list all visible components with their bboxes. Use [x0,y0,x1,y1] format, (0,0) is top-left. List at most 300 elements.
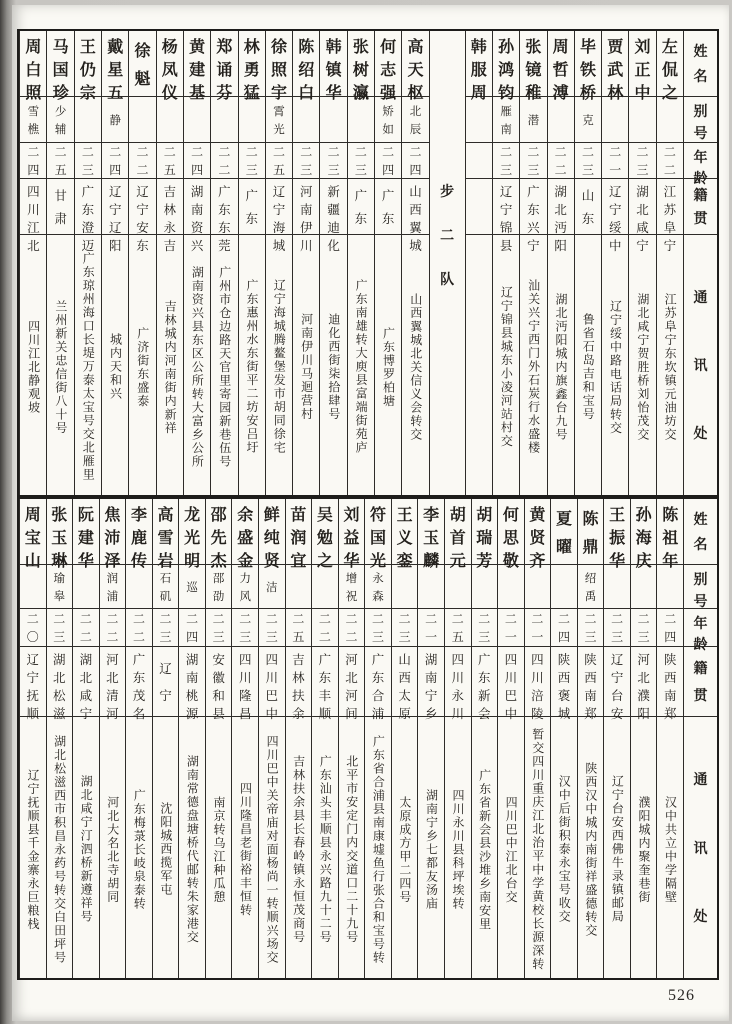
person-column [656,499,683,978]
person-name: 韩 镇 华 [320,31,346,97]
person-alias [629,97,655,143]
header-column [683,31,717,495]
person-alias: 少 辅 [47,97,73,143]
person-age: 二 三 [47,609,73,647]
person-age: 二 二 [657,143,683,179]
person-native-place: 湖 北 咸 宁 [629,179,655,235]
person-address: 辽宁绥中路电话局转交 [608,299,623,435]
person-alias [657,565,683,609]
person-address: 广东南雄转大庾县富端街苑庐 [354,279,369,455]
person-age: 二 二 [211,143,237,179]
person-name: 毕 铁 桥 [575,31,601,97]
header-native-place: 籍 贯 [684,179,717,235]
person-age: 二 三 [604,609,630,647]
person-column [152,499,179,978]
person-age [466,143,492,179]
person-alias [498,565,524,609]
person-address: 湖北咸宁贺胜桥刘怡茂交 [635,292,650,442]
page-number: 526 [668,987,695,1004]
person-column [238,31,265,495]
person-column [72,499,99,978]
person-alias [445,565,471,609]
person-address: 辽宁锦县城东小凌河站村交 [499,286,514,448]
person-native-place: 河 北 河 间 [339,647,365,717]
person-age: 二 五 [445,609,471,647]
person-native-place: 山 西 翼 城 [402,179,428,235]
person-name: 苗 润 宜 [286,499,312,565]
person-address: 湖南宁乡七都友汤庙 [424,788,439,911]
person-native-place: 广 东 茂 名 [126,647,152,717]
person-native-place: 甘 肃 [47,179,73,235]
person-alias: 克 [575,97,601,143]
person-address: 辽宁海城腾鳌堡发市胡同徐宅 [272,279,287,455]
header-alias: 别 号 [684,565,717,609]
person-age: 二 四 [375,143,401,179]
person-native-place: 湖 南 桃 源 [179,647,205,717]
person-column [285,499,312,978]
person-age: 二 一 [525,609,551,647]
person-address: 四川巴中江北台交 [504,795,519,904]
header-alias: 别 号 [684,97,717,143]
person-name: 高 雪 岩 [153,499,179,565]
person-column [231,499,258,978]
person-name: 邵 先 杰 [206,499,232,565]
person-name: 何 志 强 [375,31,401,97]
person-address: 广济街东盛泰 [135,326,150,408]
person-native-place: 广 东 东 莞 [211,179,237,235]
person-column [492,31,519,495]
person-native-place: 湖 南 宁 乡 [418,647,444,717]
person-column [603,499,630,978]
person-alias [239,97,265,143]
person-name: 鲜 纯 贤 [259,499,285,565]
person-native-place: 辽 宁 辽 阳 [102,179,128,235]
person-column [101,31,128,495]
person-alias [129,97,155,143]
person-column [465,31,492,495]
person-name: 左 侃 之 [657,31,683,97]
person-column [128,31,155,495]
person-native-place: 吉 林 扶 余 [286,647,312,717]
person-native-place: 辽 宁 锦 县 [493,179,519,235]
person-age: 二 四 [657,609,683,647]
person-column [497,499,524,978]
person-name: 贾 武 林 [602,31,628,97]
person-address: 广东省合浦县南康墟鱼行张合和宝号转 [371,734,386,965]
person-alias: 石 矶 [153,565,179,609]
person-alias [418,565,444,609]
person-age: 二 三 [206,609,232,647]
person-native-place: 四 川 巴 中 [498,647,524,717]
person-native-place: 安 徽 和 县 [206,647,232,717]
person-age: 二 三 [293,143,319,179]
person-column [347,31,374,495]
person-column [519,31,546,495]
person-alias: 增 祝 [339,565,365,609]
person-age: 二 三 [493,143,519,179]
person-address: 江苏阜宁东坎镇元油坊交 [663,292,678,442]
person-column [471,499,498,978]
person-address [466,235,492,495]
person-age: 二 四 [184,143,210,179]
person-native-place: 江 苏 阜 宁 [657,179,683,235]
person-native-place: 辽 宁 [153,647,179,717]
header-name: 姓 名 [684,499,717,565]
person-column [19,31,46,495]
person-alias [320,97,346,143]
person-address: 太原成方甲二四号 [397,795,412,904]
person-native-place: 广 东 兴 宁 [520,179,546,235]
person-native-place: 广 东 澄 迈 [75,179,101,235]
person-name: 孙 鸿 钧 [493,31,519,97]
header-age: 年 龄 [684,609,717,647]
person-alias: 洁 [259,565,285,609]
person-column [205,499,232,978]
person-address: 广东博罗柏塘 [381,326,396,408]
person-age: 二 二 [100,609,126,647]
person-alias: 巡 [179,565,205,609]
person-native-place: 湖 北 沔 阳 [548,179,574,235]
person-native-place: 山 东 [575,179,601,235]
person-address: 四川江北静观坡 [26,319,41,415]
person-age: 二 五 [286,609,312,647]
person-native-place: 广 东 合 浦 [365,647,391,717]
person-name: 王 仍 宗 [75,31,101,97]
person-age: 二 二 [548,143,574,179]
person-native-place: 四 川 涪 陵 [525,647,551,717]
person-address: 广东梅菉长岐泉泰转 [132,788,147,911]
person-alias: 永 森 [365,565,391,609]
person-alias [472,565,498,609]
person-name: 王 义 銮 [392,499,418,565]
person-address: 湖北松滋西市积昌永药号转交白田坪号 [52,734,67,965]
person-address: 山西翼城北关信义会转交 [408,292,423,442]
person-name: 陈 绍 白 [293,31,319,97]
person-native-place: 四 川 江 北 [20,179,46,235]
person-age: 二 三 [348,143,374,179]
person-age: 二 三 [153,609,179,647]
unit-divider-label: 二 [440,229,455,244]
person-age: 二 三 [629,143,655,179]
person-name: 戴 星 五 [102,31,128,97]
person-alias: 润 浦 [100,565,126,609]
person-address: 汕关兴宁西门外石炭行水盛楼 [526,279,541,455]
person-native-place: 新 疆 迪 化 [320,179,346,235]
person-name: 周 白 照 [20,31,46,97]
person-age: 二 二 [73,609,99,647]
person-alias [312,565,338,609]
person-alias [348,97,374,143]
roster-table-top [17,29,719,497]
person-column [338,499,365,978]
person-name: 胡 瑞 芳 [472,499,498,565]
person-column [99,499,126,978]
person-native-place: 湖 南 资 兴 [184,179,210,235]
person-name: 陈 鼎 [578,499,604,565]
person-alias: 潜 [520,97,546,143]
person-native-place: 河 北 濮 阳 [631,647,657,717]
person-column [656,31,683,495]
person-age: 二 一 [498,609,524,647]
person-column [210,31,237,495]
person-column [401,31,428,495]
person-native-place: 陕 西 褒 城 [551,647,577,717]
person-address: 沈阳城西揽军屯 [158,802,173,897]
person-age: 二 三 [392,609,418,647]
person-column [630,499,657,978]
roster-table-bottom [17,497,719,980]
person-column [444,499,471,978]
header-address: 通 讯 处 [693,773,708,925]
person-native-place: 辽 宁 台 安 [604,647,630,717]
person-address: 湖南资兴县东区公所转大富乡公所 [190,265,205,469]
person-name: 张 玉 琳 [47,499,73,565]
person-column [417,499,444,978]
person-alias [631,565,657,609]
person-native-place: 辽 宁 安 东 [129,179,155,235]
person-address: 广州市仓边路天官里寄园新巷伍号 [217,265,232,469]
person-address: 吉林扶余县长春岭镇永恒茂商号 [291,755,306,944]
person-name: 刘 正 中 [629,31,655,97]
person-address: 辽宁台安西佛牛录镇邮局 [610,775,625,924]
person-address: 吉林城内河南街内新祥 [163,299,178,435]
person-age: 二 四 [179,609,205,647]
person-native-place [466,179,492,235]
person-alias [286,565,312,609]
person-address: 广东省新会县沙堆乡南安里 [477,768,492,931]
person-age: 二 二 [312,609,338,647]
header-native-place: 籍 贯 [684,647,717,717]
person-column [156,31,183,495]
person-age: 二 四 [551,609,577,647]
person-column [547,31,574,495]
person-age: 二 三 [520,143,546,179]
person-column [601,31,628,495]
unit-divider-label: 队 [440,273,455,288]
person-age: 二 四 [20,143,46,179]
person-name: 周 哲 溥 [548,31,574,97]
person-age: 二 三 [365,609,391,647]
header-column [683,499,717,978]
person-name: 马 国 珍 [47,31,73,97]
person-age: 二 一 [602,143,628,179]
person-name: 阮 建 华 [73,499,99,565]
paper-sheet [12,5,729,1021]
person-address: 暂交四川重庆江北治平中学黄校长源深转 [530,728,545,971]
unit-divider-label: 步 [440,185,455,200]
person-alias [604,565,630,609]
person-column [364,499,391,978]
person-column [577,499,604,978]
person-age: 二 四 [102,143,128,179]
person-native-place: 四 川 隆 昌 [232,647,258,717]
person-name: 吴 勉 之 [312,499,338,565]
person-alias: 静 [102,97,128,143]
person-address: 四川永川县科坪埃转 [451,788,466,911]
person-address: 广东汕头丰顺县永兴路九十二号 [318,755,333,944]
person-name: 林 勇 猛 [239,31,265,97]
person-age: 二 三 [320,143,346,179]
person-name: 何 思 敬 [498,499,524,565]
person-age: 二 四 [402,143,428,179]
person-alias [551,565,577,609]
person-name: 徐 魁 [129,31,155,97]
person-alias: 雁 南 [493,97,519,143]
person-alias [525,565,551,609]
person-column [574,31,601,495]
person-column [178,499,205,978]
unit-divider-column [429,31,465,495]
person-column [19,499,46,978]
person-age: 二 三 [631,609,657,647]
person-address: 北平市安定门内交道口二十九号 [344,755,359,944]
person-address: 四川隆昌老街裕丰恒转 [238,782,253,917]
person-native-place: 湖 北 松 滋 [47,647,73,717]
person-name: 龙 光 明 [179,499,205,565]
person-column [46,31,73,495]
person-native-place: 广 东 [375,179,401,235]
person-alias [126,565,152,609]
person-name: 张 镜 稚 [520,31,546,97]
person-alias: 北 辰 [402,97,428,143]
person-column [391,499,418,978]
person-alias: 矫 如 [375,97,401,143]
person-native-place: 陕 西 南 郑 [578,647,604,717]
person-alias: 霄 光 [266,97,292,143]
person-name: 胡 首 元 [445,499,471,565]
person-address: 濮阳城内聚奎巷街 [636,795,651,904]
person-address: 辽宁抚顺县千金寨永巨粮栈 [26,768,41,931]
person-alias [211,97,237,143]
person-column [292,31,319,495]
person-address: 汉中共立中学隔壁 [663,795,678,904]
person-age: 二 三 [472,609,498,647]
person-alias: 瑜 皋 [47,565,73,609]
person-alias [466,97,492,143]
person-column [183,31,210,495]
person-native-place: 广 东 丰 顺 [312,647,338,717]
person-native-place: 广 东 新 会 [472,647,498,717]
person-alias [73,565,99,609]
person-alias: 雪 樵 [20,97,46,143]
person-name: 王 振 华 [604,499,630,565]
person-address: 广东惠州水东街平二坊安吕圩 [244,279,259,455]
person-column [550,499,577,978]
person-column [74,31,101,495]
person-native-place: 河 南 伊 川 [293,179,319,235]
person-address: 陕西汉中城内南街祥盛德转交 [583,761,598,938]
person-age: 二 二 [126,609,152,647]
person-name: 徐 照 宇 [266,31,292,97]
person-address: 河南伊川马迴营村 [299,313,314,421]
person-name: 李 鹿 传 [126,499,152,565]
person-native-place: 四 川 永 川 [445,647,471,717]
person-native-place: 吉 林 永 吉 [157,179,183,235]
person-age: 二 〇 [20,609,46,647]
person-age: 二 三 [239,143,265,179]
header-name: 姓 名 [684,31,717,97]
person-name: 夏 曜 [551,499,577,565]
person-age: 二 二 [129,143,155,179]
person-age: 二 三 [232,609,258,647]
person-name: 余 盛 金 [232,499,258,565]
person-name: 周 宝 山 [20,499,46,565]
person-column [46,499,73,978]
person-name: 韩 服 周 [466,31,492,97]
person-name: 孙 海 庆 [631,499,657,565]
person-alias [548,97,574,143]
person-address: 湖南常德盘塘桥代邮转朱家港交 [185,755,200,944]
header-address: 通 讯 处 [693,291,708,442]
person-address: 河北大名北寺胡同 [105,795,120,904]
person-column [311,499,338,978]
person-name: 李 玉 麟 [418,499,444,565]
person-name: 黄 贤 齐 [525,499,551,565]
person-alias [20,565,46,609]
person-alias [293,97,319,143]
person-age: 二 一 [418,609,444,647]
person-age: 二 二 [339,609,365,647]
person-native-place: 河 北 清 河 [100,647,126,717]
person-age: 二 三 [259,609,285,647]
person-alias: 邵 劭 [206,565,232,609]
person-name: 张 树 瀛 [348,31,374,97]
person-column [319,31,346,495]
person-alias [75,97,101,143]
person-alias: 绍 禹 [578,565,604,609]
person-native-place: 辽 宁 海 城 [266,179,292,235]
person-native-place: 湖 北 咸 宁 [73,647,99,717]
person-native-place: 四 川 巴 中 [259,647,285,717]
person-name: 符 国 光 [365,499,391,565]
person-address: 鲁省石岛吉和宝号 [581,313,596,421]
person-column [374,31,401,495]
person-address: 四川巴中关帝庙对面杨尚一转顺兴场交 [265,734,280,965]
person-native-place: 广 东 [348,179,374,235]
person-name: 刘 益 华 [339,499,365,565]
person-native-place: 辽 宁 绥 中 [602,179,628,235]
person-address: 城内天和兴 [108,333,123,401]
person-name: 陈 祖 年 [657,499,683,565]
person-age: 二 五 [157,143,183,179]
person-alias [184,97,210,143]
person-age: 二 三 [575,143,601,179]
person-column [265,31,292,495]
person-alias [157,97,183,143]
person-name: 杨 凤 仪 [157,31,183,97]
person-native-place: 山 西 太 原 [392,647,418,717]
person-native-place: 陕 西 南 郑 [657,647,683,717]
person-alias [392,565,418,609]
person-name: 黄 建 基 [184,31,210,97]
person-native-place: 广 东 [239,179,265,235]
person-address: 迪化西街柒拾肆号 [326,313,341,421]
person-name: 郑 诵 芬 [211,31,237,97]
person-name: 高 天 枢 [402,31,428,97]
person-column [524,499,551,978]
person-age: 二 三 [578,609,604,647]
person-alias [602,97,628,143]
person-age: 二 五 [266,143,292,179]
person-column [628,31,655,495]
person-address: 湖北沔阳城内旗鑫台九号 [553,292,568,442]
header-age: 年 龄 [684,143,717,179]
person-native-place: 辽 宁 抚 顺 [20,647,46,717]
person-age: 二 三 [75,143,101,179]
person-address: 兰州新关忠信街八十号 [53,299,68,435]
person-address: 南京转乌江种瓜憩 [211,795,226,904]
person-column [258,499,285,978]
